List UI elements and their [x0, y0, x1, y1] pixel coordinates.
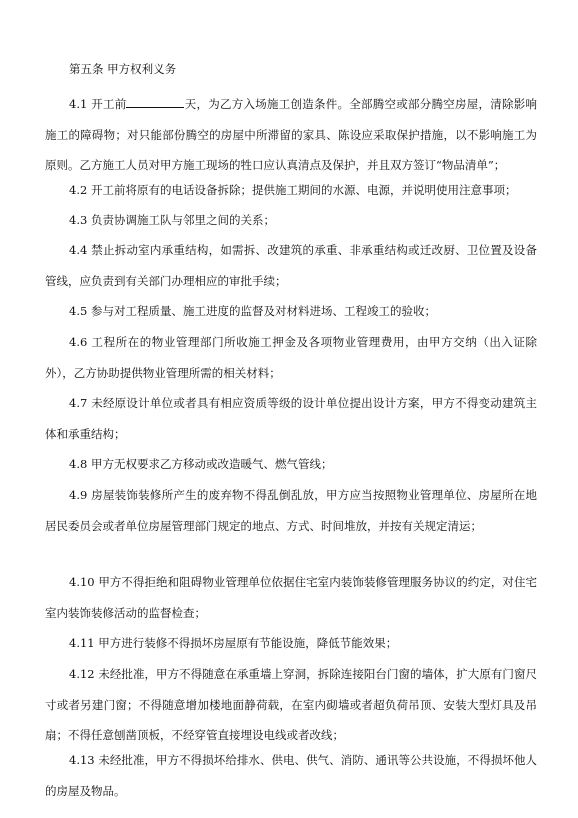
clause-text: 负责协调施工队与邻里之间的关系；	[90, 213, 275, 227]
clause-text: 工程所在的物业管理部门所收施工押金及各项物业管理费用，由甲方交纳（出入证除外），乙方协助提供物业管理所需的相关材料；	[45, 335, 538, 380]
clause-number: 4.11	[69, 636, 95, 650]
clause-number: 4.6	[69, 335, 88, 349]
clause-4-5	[45, 296, 537, 327]
clause-text: 房屋装饰装修所产生的废弃物不得乱倒乱放，甲方应当按照物业管理单位、房屋所在地居民委员会或者单位房屋管理部门规定的地点、方式、时间堆放，并按有关规定清运；	[45, 488, 538, 533]
clause-4-12	[45, 659, 537, 751]
clause-number: 4.9	[69, 488, 88, 502]
clause-4-3	[45, 205, 537, 236]
clause-4-10	[45, 567, 537, 628]
clause-number: 4.8	[69, 457, 88, 471]
clause-text-after-blank: 天，为乙方入场施工创造条件。全部腾空或部分腾空房屋，清除影响施工的障碍物；对只能部份腾空的房屋中所滞留的家具、陈设应采取保护措施，以不影响施工为原则。乙方施工人员对甲方施工现场的牲口应认真清点及保护，并且双方签订“物品清单”；	[45, 97, 538, 172]
clause-number: 4.3	[69, 213, 88, 227]
clause-4-9	[45, 480, 537, 541]
clause-text: 甲方进行装修不得损坏房屋原有节能设施，降低节能效果；	[98, 636, 398, 650]
clause-number: 4.10	[69, 575, 95, 589]
clause-number: 4.2	[69, 183, 88, 197]
clause-text: 甲方不得拒绝和阻碍物业管理单位依据住宅室内装饰装修管理服务协议的约定，对住宅室内装饰装修活动的监督检查；	[45, 575, 537, 620]
clause-4-13	[45, 745, 537, 806]
clause-4-11	[45, 628, 537, 659]
clause-number: 4.5	[69, 304, 88, 318]
clause-4-7	[45, 388, 537, 449]
clause-number: 4.4	[69, 243, 88, 257]
section-heading: 第五条 甲方权利义务	[69, 62, 177, 76]
clause-number: 4.1	[69, 97, 88, 111]
clause-text: 禁止拆动室内承重结构，如需拆、改建筑的承重、非承重结构或迁改厨、卫位置及设备管线，应负责到有关部门办理相应的审批手续；	[45, 243, 538, 288]
clause-text: 甲方无权要求乙方移动或改造暖气、燃气管线；	[90, 457, 333, 471]
fill-in-blank	[126, 97, 184, 108]
clause-text: 未经批准，甲方不得随意在承重墙上穿洞，拆除连接阳台门窗的墙体，扩大原有门窗尺寸或者另建门窗；不得随意增加楼地面静荷载，在室内砌墙或者超负荷吊顶、安装大型灯具及吊扇；不得任意刨凿顶板，不经穿管直接埋设电线或者改线；	[45, 667, 537, 742]
clause-number: 4.13	[69, 753, 95, 767]
clause-text: 未经原设计单位或者具有相应资质等级的设计单位提出设计方案，甲方不得变动建筑主体和承重结构；	[45, 396, 538, 441]
clause-number: 4.12	[69, 667, 95, 681]
clause-4-8	[45, 449, 537, 480]
clause-text-before-blank: 开工前	[91, 97, 127, 111]
clause-4-1	[45, 89, 537, 181]
clause-4-4	[45, 235, 537, 296]
clause-text: 参与对工程质量、施工进度的监督及对材料进场、工程竣工的验收；	[90, 304, 436, 318]
clause-4-6	[45, 327, 537, 388]
clause-4-2	[45, 175, 537, 206]
clause-text: 开工前将原有的电话设备拆除；提供施工期间的水源、电源，并说明使用注意事项；	[90, 183, 517, 197]
clause-number: 4.7	[69, 396, 88, 410]
clause-text: 未经批准，甲方不得损坏给排水、供电、供气、消防、通讯等公共设施，不得损坏他人的房屋及物品。	[45, 753, 537, 798]
